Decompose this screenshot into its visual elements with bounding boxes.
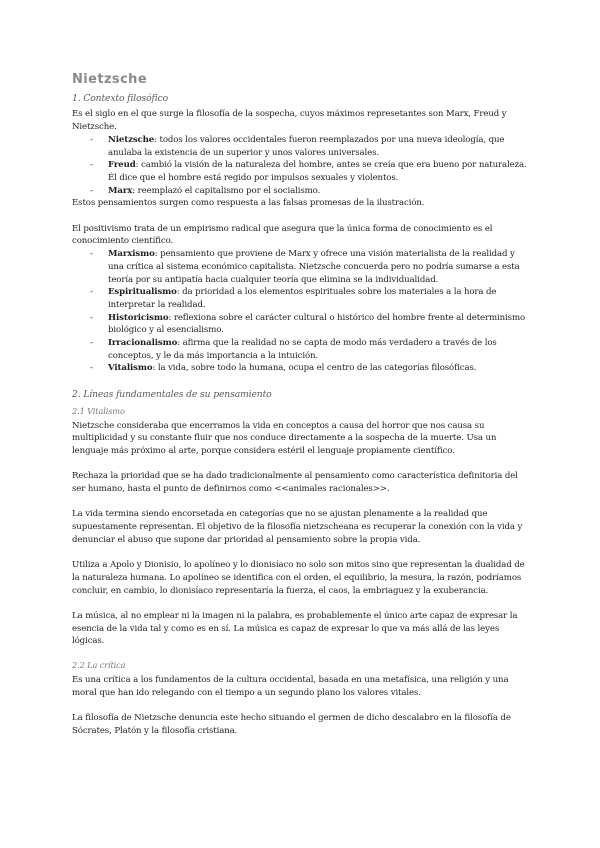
- paragraph-after-list: Estos pensamientos surgen como respuesta a las falsas promesas de la ilustración.: [72, 198, 425, 209]
- paragraph-intro: Es el siglo en el que surge la filosofía de la sospecha, cuyos máximos represetantes son Marx, Freud y Nietzsche.: [72, 109, 507, 133]
- list-item-term: Marxismo: [108, 249, 155, 260]
- paragraph: Es una crítica a los fundamentos de la cultura occidental, basada en una metafísica, una religión y una moral que han ido relegando con el tiempo a un segundo plano los valores vitales.: [72, 674, 509, 698]
- list-item: - Freud: cambió la visión de la naturaleza del hombre, antes se creía que era bueno por naturaleza. Él dice que el hombre está regido por impulsos sexuales y violentos.: [90, 160, 527, 183]
- list-item: - Marx: reemplazó el capitalismo por el socialismo.: [90, 185, 321, 196]
- list-item: - Espiritualismo: da prioridad a los elementos espirituales sobre los materiales a la hora de interpretar la realidad.: [90, 287, 497, 310]
- list-item-text: : da prioridad a los elementos espirituales sobre los materiales a la hora de interpretar la realidad.: [108, 287, 497, 310]
- currents-list: [72, 248, 532, 375]
- list-item-text: : pensamiento que proviene de Marx y ofrece una visión materialista de la realidad y una crítica al sistema económico capitalista. Nietzsche concuerda pero no podría sumarse a esta teoría por su antipatía hacia cualquier teoría que elimina se la individualidad.: [108, 249, 520, 285]
- paragraph: La vida termina siendo encorsetada en categorías que no se ajustan plenamente a la realidad que supuestamente representan. El objetivo de la filosofía nietzscheana es recuperar la conexión con la vida y denunciar el abuso que supone dar prioridad al pensamiento sobre la propia vida.: [72, 509, 523, 545]
- section-heading-context: 1. Contexto filosófico: [72, 92, 169, 104]
- list-item-text: : afirma que la realidad no se capta de modo más verdadero a través de los conceptos, y le da más importancia a la intuición.: [108, 338, 497, 361]
- paragraph: La filosofía de Nietzsche denuncia este hecho situando el germen de dicho descalabro en la filosofía de Sócrates, Platón y la filosofía cristiana.: [72, 712, 511, 736]
- document-page: [72, 70, 532, 737]
- list-item: - Historicismo: reflexiona sobre el carácter cultural o histórico del hombre frente al determinismo biológico y al esencialismo.: [90, 312, 526, 336]
- paragraph-positivism: El positivismo trata de un empirismo radical que asegura que la única forma de conocimiento es el conocimiento científico.: [72, 223, 493, 247]
- list-item-term: Irracionalismo: [108, 338, 178, 349]
- list-item: - Vitalismo: la vida, sobre todo la humana, ocupa el centro de las categorías filosóficas.: [90, 363, 477, 374]
- list-item-text: : reemplazó el capitalismo por el socialismo.: [132, 185, 321, 196]
- paragraph: Utiliza a Apolo y Dionisio, lo apolíneo y lo dionisíaco no solo son mitos sino que representan la dualidad de la naturaleza humana. Lo apolíneo se identifica con el orden, el equilibrio, la mesura, la razón, podríamos concluir, en cambio, lo dionisíaco representaría la fuerza, el caos, la embriaguez y la exuberancia.: [72, 560, 525, 596]
- subsection-heading-critica: 2.2 La crítica: [72, 660, 126, 671]
- paragraph: Nietzsche consideraba que encerramos la vida en conceptos a causa del horror que nos causa su multiplicidad y su constante fluir que nos conduce directamente a la sospecha de la muerte. Usa un lenguaje más próximo al arte, porque considera estéril el lenguaje propiamente científico.: [72, 420, 497, 456]
- list-item-term: Freud: [108, 160, 136, 171]
- list-item-term: Historicismo: [108, 312, 169, 323]
- philosophers-list: [72, 134, 532, 198]
- section-heading-lines: 2. Líneas fundamentales de su pensamiento: [72, 389, 272, 401]
- list-item-term: Marx: [108, 185, 133, 196]
- list-item-text: : la vida, sobre todo la humana, ocupa el centro de las categorías filosóficas.: [152, 363, 477, 374]
- document-title: Nietzsche: [72, 72, 148, 87]
- list-item: - Irracionalismo: afirma que la realidad no se capta de modo más verdadero a través de los conceptos, y le da más importancia a la intuición.: [90, 338, 497, 361]
- list-item-term: Espiritualismo: [108, 287, 177, 298]
- list-item-text: : todos los valores occidentales fueron reemplazados por una nueva ideología, que anulaba la existencia de un superior y unos valores universales.: [108, 134, 505, 158]
- list-item: - Marxismo: pensamiento que proviene de Marx y ofrece una visión materialista de la realidad y una crítica al sistema económico capitalista. Nietzsche concuerda pero no podría sumarse a esta teoría por su antipatía hacia cualquier teoría que elimina se la individualidad.: [90, 249, 520, 285]
- list-item-term: Vitalismo: [108, 363, 153, 374]
- list-item-text: : cambió la visión de la naturaleza del hombre, antes se creía que era bueno por naturaleza. Él dice que el hombre está regido por impulsos sexuales y violentos.: [108, 160, 527, 183]
- list-item: - Nietzsche: todos los valores occidentales fueron reemplazados por una nueva ideología, que anulaba la existencia de un superior y unos valores universales.: [90, 134, 505, 158]
- paragraph: La música, al no emplear ni la imagen ni la palabra, es probablemente el único arte capaz de expresar la esencia de la vida tal y como es en sí. La música es capaz de expresar lo que va más allá de las leyes lógicas.: [72, 611, 518, 647]
- subsection-heading-vitalismo: 2.1 Vitalismo: [72, 405, 125, 416]
- paragraph: Rechaza la prioridad que se ha dado tradicionalmente al pensamiento como característica definitoria del ser humano, hasta el punto de definirnos como <<animales racionales>>.: [72, 471, 518, 495]
- list-item-term: Nietzsche: [108, 134, 155, 145]
- list-item-text: : reflexiona sobre el carácter cultural o histórico del hombre frente al determinismo biológico y al esencialismo.: [108, 312, 526, 336]
